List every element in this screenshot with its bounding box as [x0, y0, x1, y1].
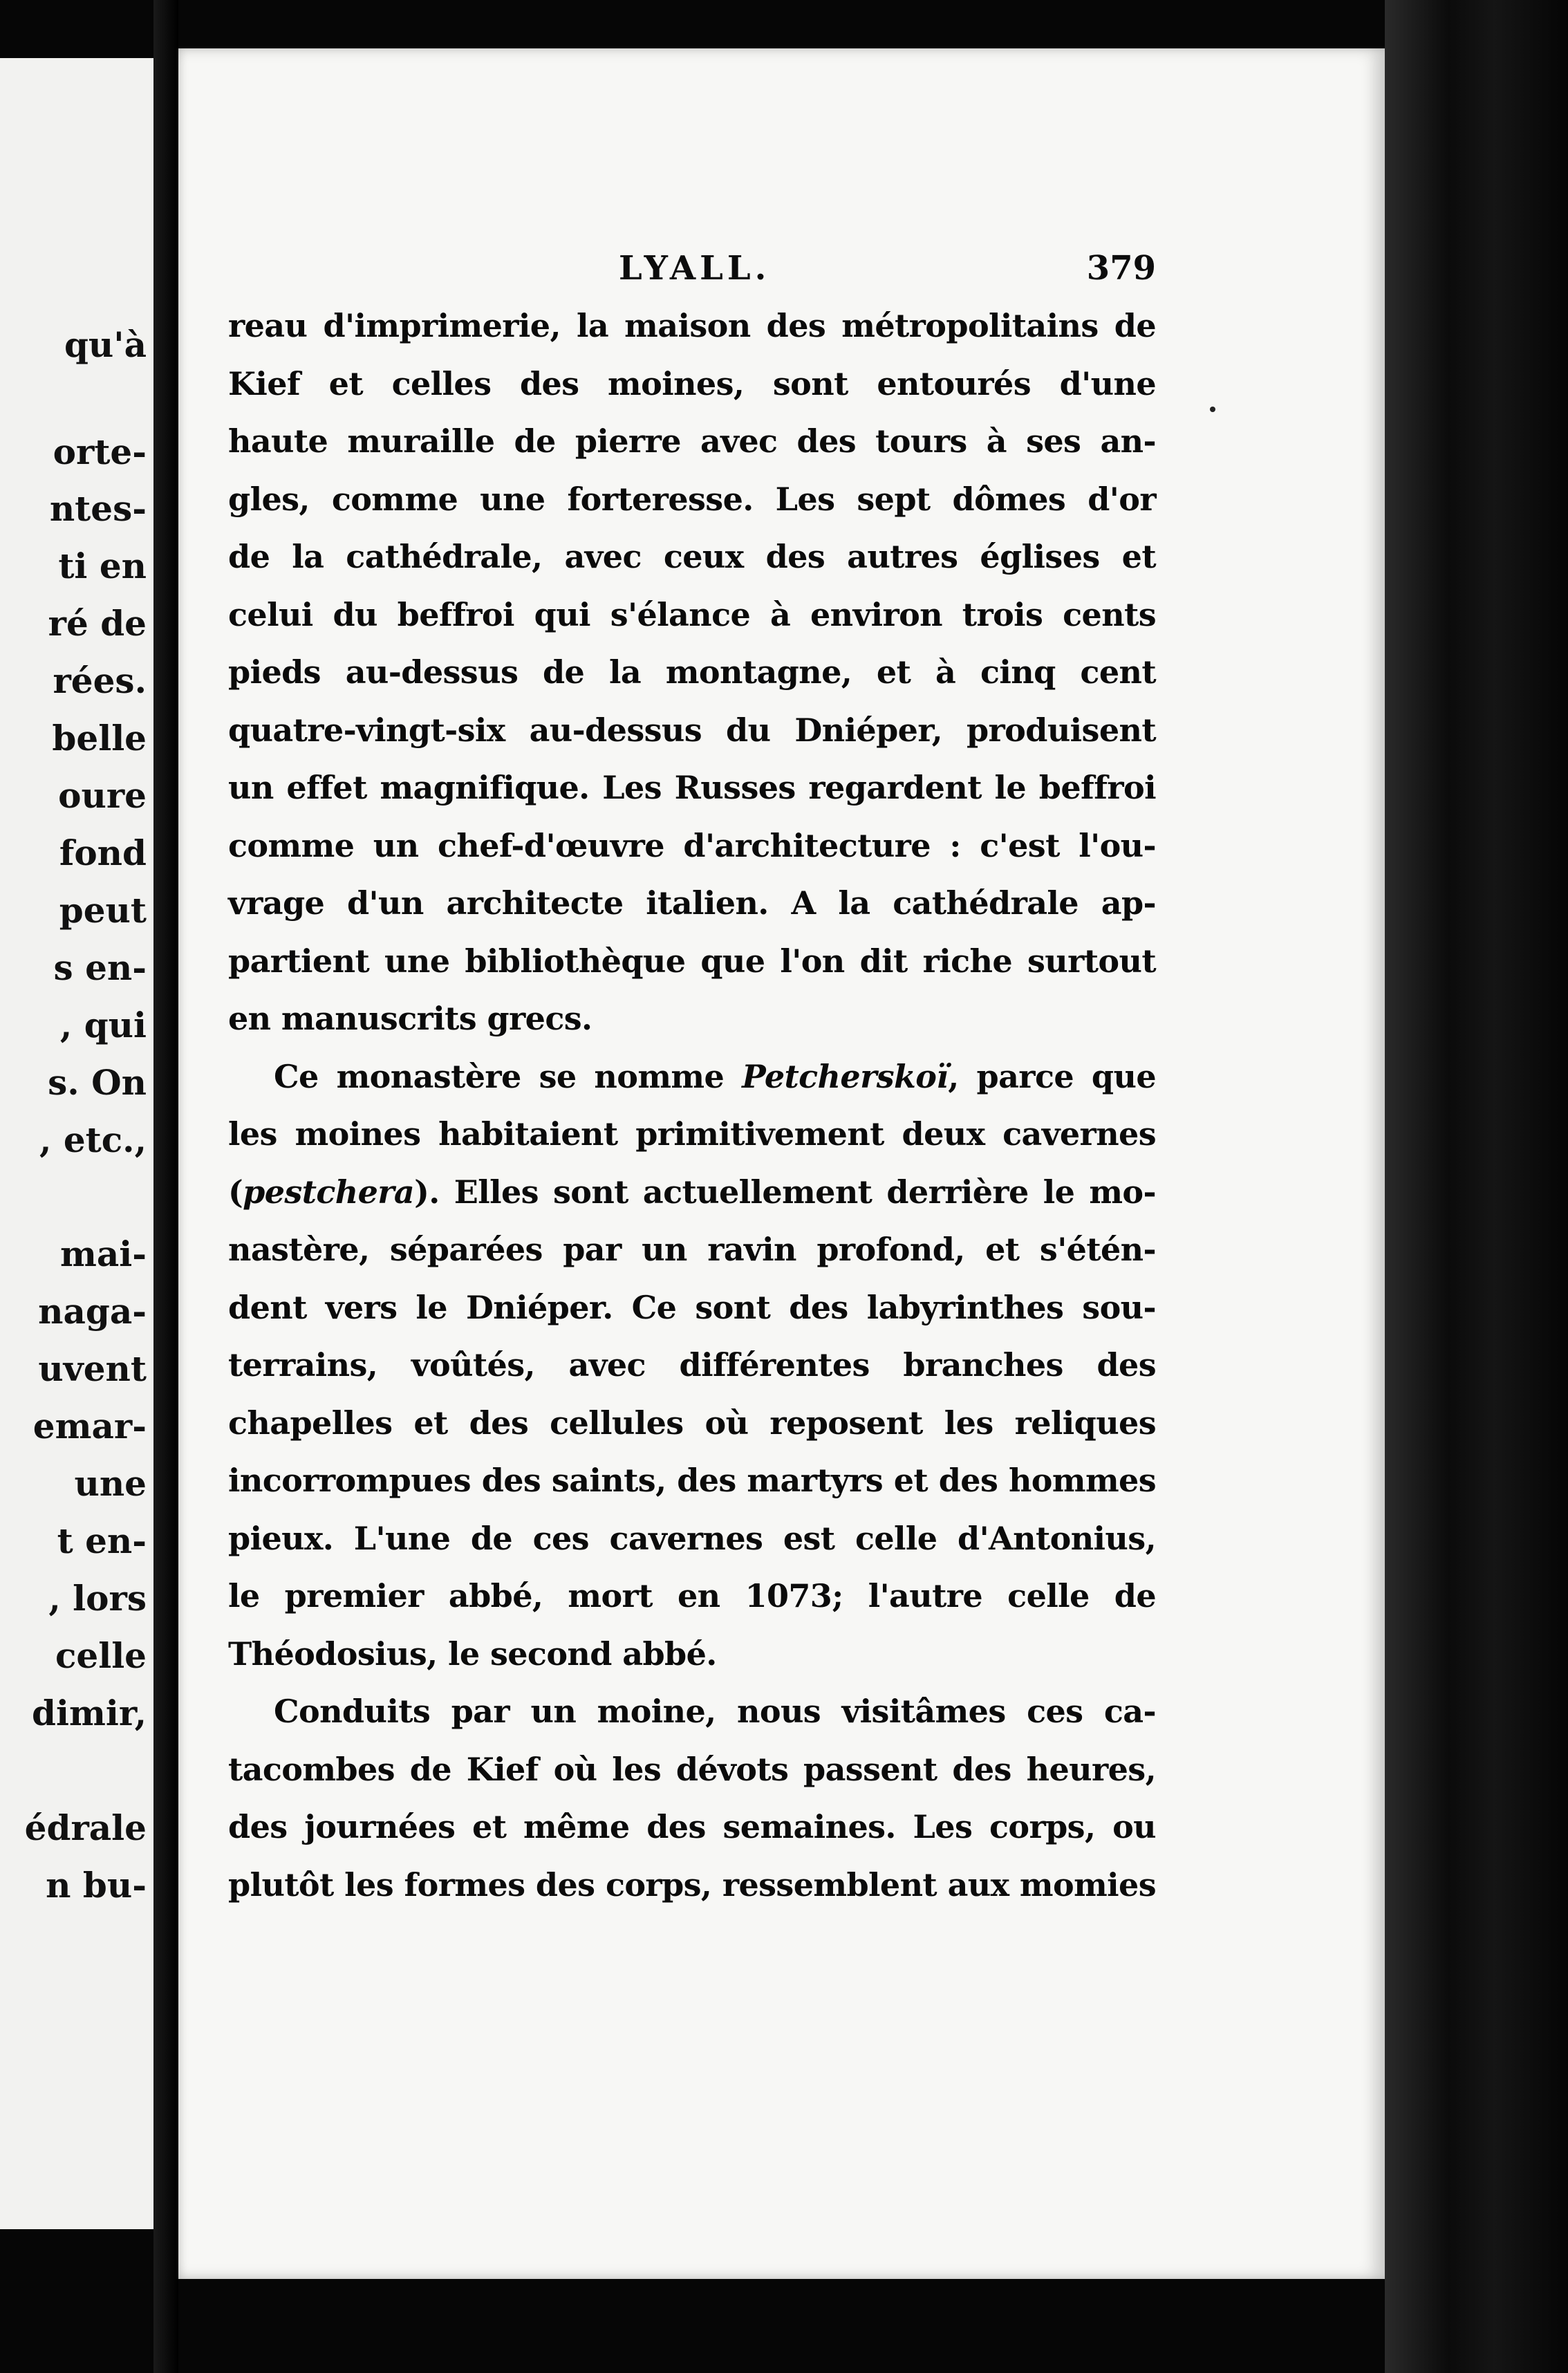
italic-term: pestchera: [243, 1173, 415, 1211]
facing-page-left: [0, 58, 153, 2229]
facing-page-fragment: naga-: [38, 1291, 147, 1332]
text-line: Théodosius, le second abbé.: [228, 1635, 717, 1673]
text-line: Conduits par un moine, nous visitâmes ces ca-: [274, 1693, 1156, 1730]
text-line: pieux. L'une de ces cavernes est celle d'Antonius,: [228, 1519, 1156, 1557]
text-line: reau d'imprimerie, la maison des métropolitains de: [228, 307, 1156, 344]
text-line: terrains, voûtés, avec différentes branches des: [228, 1346, 1156, 1384]
text-line: en manuscrits grecs.: [228, 1000, 592, 1037]
facing-page-fragment: mai-: [59, 1234, 147, 1274]
body-text: [228, 297, 1156, 1914]
text-line: [228, 1048, 1156, 1106]
facing-page-fragment: , etc.,: [39, 1119, 147, 1160]
text-run: ). Elles sont actuellement derrière le mo-: [414, 1173, 1156, 1211]
text-line: haute muraille de pierre avec des tours à ses an-: [228, 422, 1156, 460]
facing-page-fragment: celle: [55, 1635, 147, 1676]
text-line: les moines habitaient primitivement deux cavernes: [228, 1115, 1156, 1153]
facing-page-fragment: fond: [59, 832, 147, 873]
italic-term: Petcherskoï: [742, 1057, 949, 1095]
facing-page-fragment: , qui: [59, 1005, 147, 1045]
facing-page-fragment: édrale: [24, 1807, 147, 1848]
facing-page-fragment: s. On: [48, 1062, 147, 1103]
facing-page-fragment: oure: [58, 775, 147, 816]
text-line: plutôt les formes des corps, ressemblent aux momies: [228, 1865, 1156, 1904]
facing-page-fragment: orte-: [53, 431, 147, 472]
text-line: celui du beffroi qui s'élance à environ trois cents: [228, 595, 1156, 633]
facing-page-fragment: ti en: [58, 546, 147, 586]
text-line: [228, 1164, 1156, 1222]
facing-page-fragment: n bu-: [46, 1865, 147, 1906]
text-line: Kief et celles des moines, sont entourés d'une: [228, 364, 1156, 402]
facing-page-fragment: belle: [52, 718, 147, 759]
text-run: (: [228, 1173, 243, 1211]
paper-speck: [1210, 407, 1215, 412]
text-line: quatre-vingt-six au-dessus du Dniéper, produisent: [228, 711, 1156, 749]
text-line: de la cathédrale, avec ceux des autres églises et: [228, 538, 1156, 575]
page-header: [228, 241, 1156, 296]
text-line: un effet magnifique. Les Russes regardent le beffroi: [228, 769, 1156, 806]
text-line: dent vers le Dniéper. Ce sont des labyrinthes sou-: [228, 1288, 1156, 1326]
facing-page-fragment: ntes-: [49, 488, 147, 529]
facing-page-fragment: rées.: [53, 660, 147, 701]
text-line: partient une bibliothèque que l'on dit riche surtout: [228, 942, 1156, 980]
text-run: Ce monastère se nomme: [274, 1057, 743, 1095]
book-gutter: [153, 0, 178, 2373]
facing-page-fragment: s en-: [53, 947, 147, 988]
facing-page-fragment: qu'à: [64, 324, 147, 365]
text-line: comme un chef-d'œuvre d'architecture : c'est l'ou-: [228, 826, 1156, 864]
text-line: le premier abbé, mort en 1073; l'autre celle de: [228, 1577, 1156, 1614]
text-line: des journées et même des semaines. Les corps, ou: [228, 1808, 1156, 1845]
text-line: incorrompues des saints, des martyrs et des hommes: [228, 1462, 1156, 1499]
facing-page-fragment: t en-: [57, 1520, 147, 1561]
facing-page-fragment: dimir,: [32, 1693, 147, 1733]
facing-page-fragment: peut: [59, 890, 147, 931]
facing-page-fragment: , lors: [48, 1578, 147, 1619]
facing-page-fragment: emar-: [32, 1406, 147, 1446]
text-run: , parce que: [948, 1057, 1156, 1095]
facing-page-fragment: uvent: [38, 1348, 147, 1389]
facing-page-fragment: ré de: [48, 603, 147, 644]
text-line: chapelles et des cellules où reposent les reliques: [228, 1404, 1156, 1442]
page-number: 379: [1086, 249, 1156, 288]
text-line: nastère, séparées par un ravin profond, et s'étén-: [228, 1231, 1156, 1268]
text-line: vrage d'un architecte italien. A la cathédrale ap-: [228, 884, 1156, 922]
facing-page-fragment: une: [74, 1463, 147, 1504]
text-line: tacombes de Kief où les dévots passent des heures,: [228, 1750, 1156, 1788]
running-head: LYALL.: [619, 249, 771, 288]
text-line: pieds au-dessus de la montagne, et à cinq cent: [228, 653, 1156, 691]
book-edge-right: [1385, 0, 1568, 2373]
text-line: gles, comme une forteresse. Les sept dômes d'or: [228, 480, 1156, 518]
